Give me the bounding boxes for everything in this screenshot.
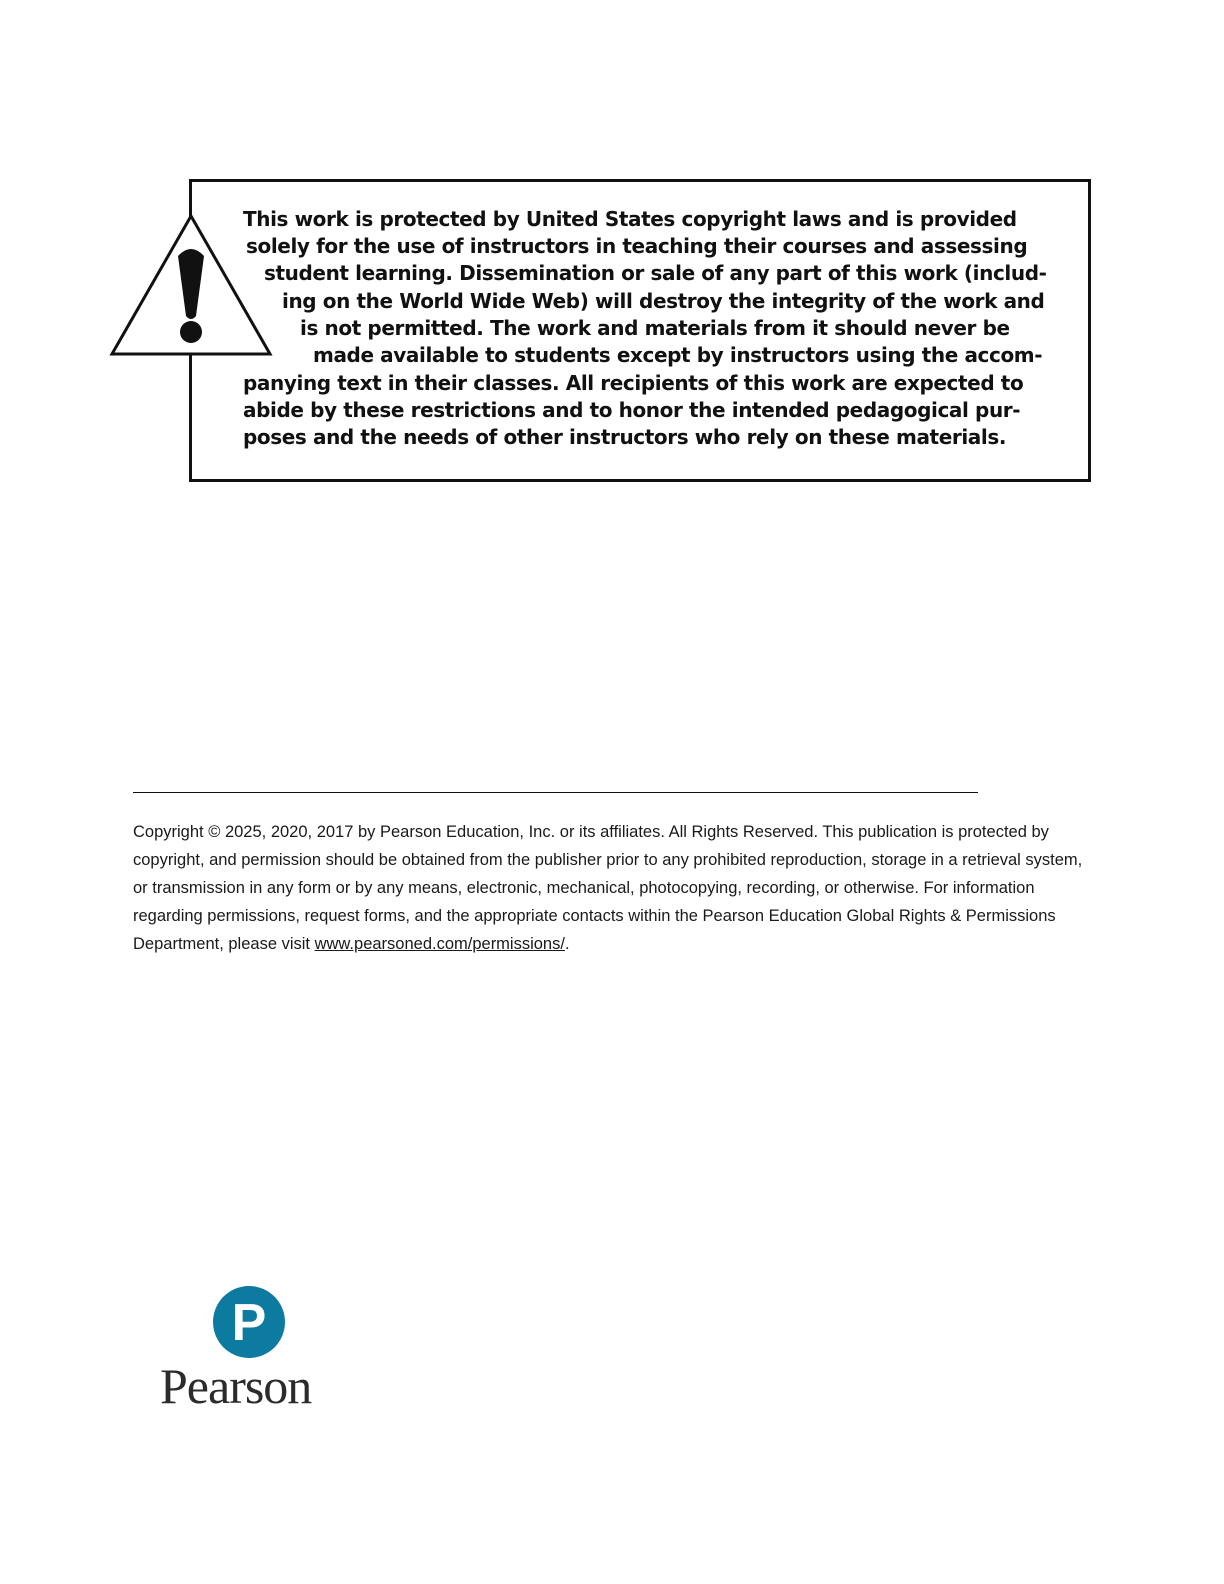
divider-rule [133,792,978,793]
logo-wordmark: Pearson [160,1358,312,1414]
permissions-link[interactable]: www.pearsoned.com/permissions/ [314,935,565,953]
notice-line-6: made available to students except by instructors using the accom- [313,343,1043,367]
notice-line-7: panying text in their classes. All recipients of this work are expected to [243,371,1024,395]
notice-line-5: is not permitted. The work and materials from it should never be [300,316,1010,340]
copyright-body: Copyright © 2025, 2020, 2017 by Pearson Education, Inc. or its affiliates. All Rights Reserved. This publication is protected by copyright, and permission should be obtained from the publisher prior to any prohibited reproduction, storage in a retrieval system, or transmission in any form or by any means, electronic, mechanical, photocopying, recording, or otherwise. For information regarding permissions, request forms, and the appropriate contacts within the Pearson Education Global Rights & Permissions Department, please visit [133,823,1083,953]
notice-line-1: This work is protected by United States copyright laws and is provided [243,207,1017,231]
notice-line-3: student learning. Dissemination or sale of any part of this work (includ- [264,261,1047,285]
notice-line-2: solely for the use of instructors in teaching their courses and assessing [246,234,1028,258]
copyright-paragraph [133,818,1083,958]
notice-line-8: abide by these restrictions and to honor the intended pedagogical pur- [243,398,1021,422]
pearson-logo [160,1280,340,1420]
notice-line-4: ing on the World Wide Web) will destroy the integrity of the work and [282,289,1045,313]
notice-line-9: poses and the needs of other instructors who rely on these materials. [243,425,1007,449]
copyright-trailing: . [564,935,570,953]
pearson-logo-icon [160,1280,340,1370]
logo-letter: P [231,1294,267,1352]
